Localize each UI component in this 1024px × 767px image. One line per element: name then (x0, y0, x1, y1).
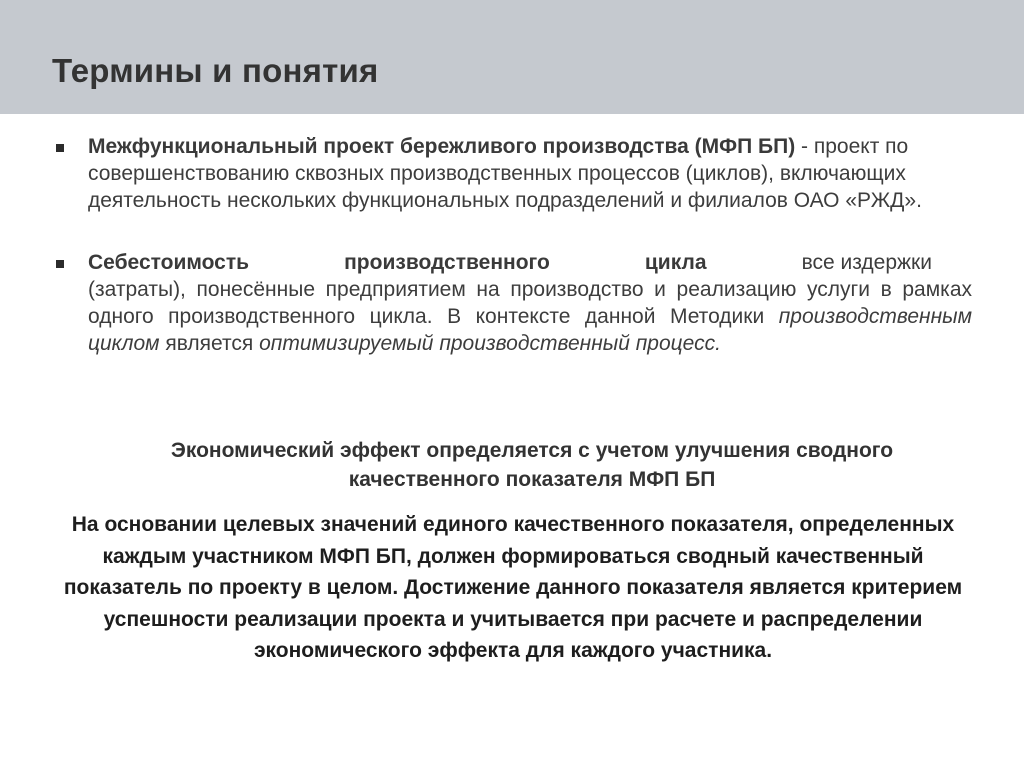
term-word: Себестоимость (88, 251, 250, 274)
definition-start: все издержки (801, 251, 932, 274)
basis-paragraph: На основании целевых значений единого качественного показателя, определенных каждым участником МФП БП, должен формироваться сводный качественный показатель по проекту в целом. Достижение данного показателя является критерием успешности реализации проекта и учитывается при расчете и распределении экономического эффекта для каждого участника. (63, 513, 963, 662)
effect-statement: Экономический эффект определяется с учетом улучшения сводного качественного показателя МФП БП (170, 439, 894, 491)
definition-mfp-bp: - проект по совершенствованию сквозных производственных процессов (циклов), включающих деятельность нескольких функциональных подразделений и филиалов ОАО «РЖД». (88, 135, 922, 212)
title-bar (0, 0, 1024, 114)
bullet-text (88, 133, 972, 214)
term-word: цикла (644, 251, 707, 274)
bullet-text (88, 249, 972, 357)
square-bullet-icon (56, 260, 64, 268)
term-word: производственного (344, 251, 550, 274)
bullet-first-line (88, 249, 932, 276)
slide-title: Термины и понятия (52, 52, 379, 89)
definition-middle: является (159, 332, 260, 355)
italic-term: оптимизируемый производственный процесс. (259, 332, 721, 355)
italic-term: производственным циклом (88, 305, 972, 355)
term-mfp-bp: Межфункциональный проект бережливого производства (МФП БП) (88, 135, 796, 158)
definition-cost: (затраты), понесённые предприятием на производство и реализацию услуги в рамках одного производственного цикла. В контексте данной Методики (88, 278, 972, 328)
square-bullet-icon (56, 144, 64, 152)
